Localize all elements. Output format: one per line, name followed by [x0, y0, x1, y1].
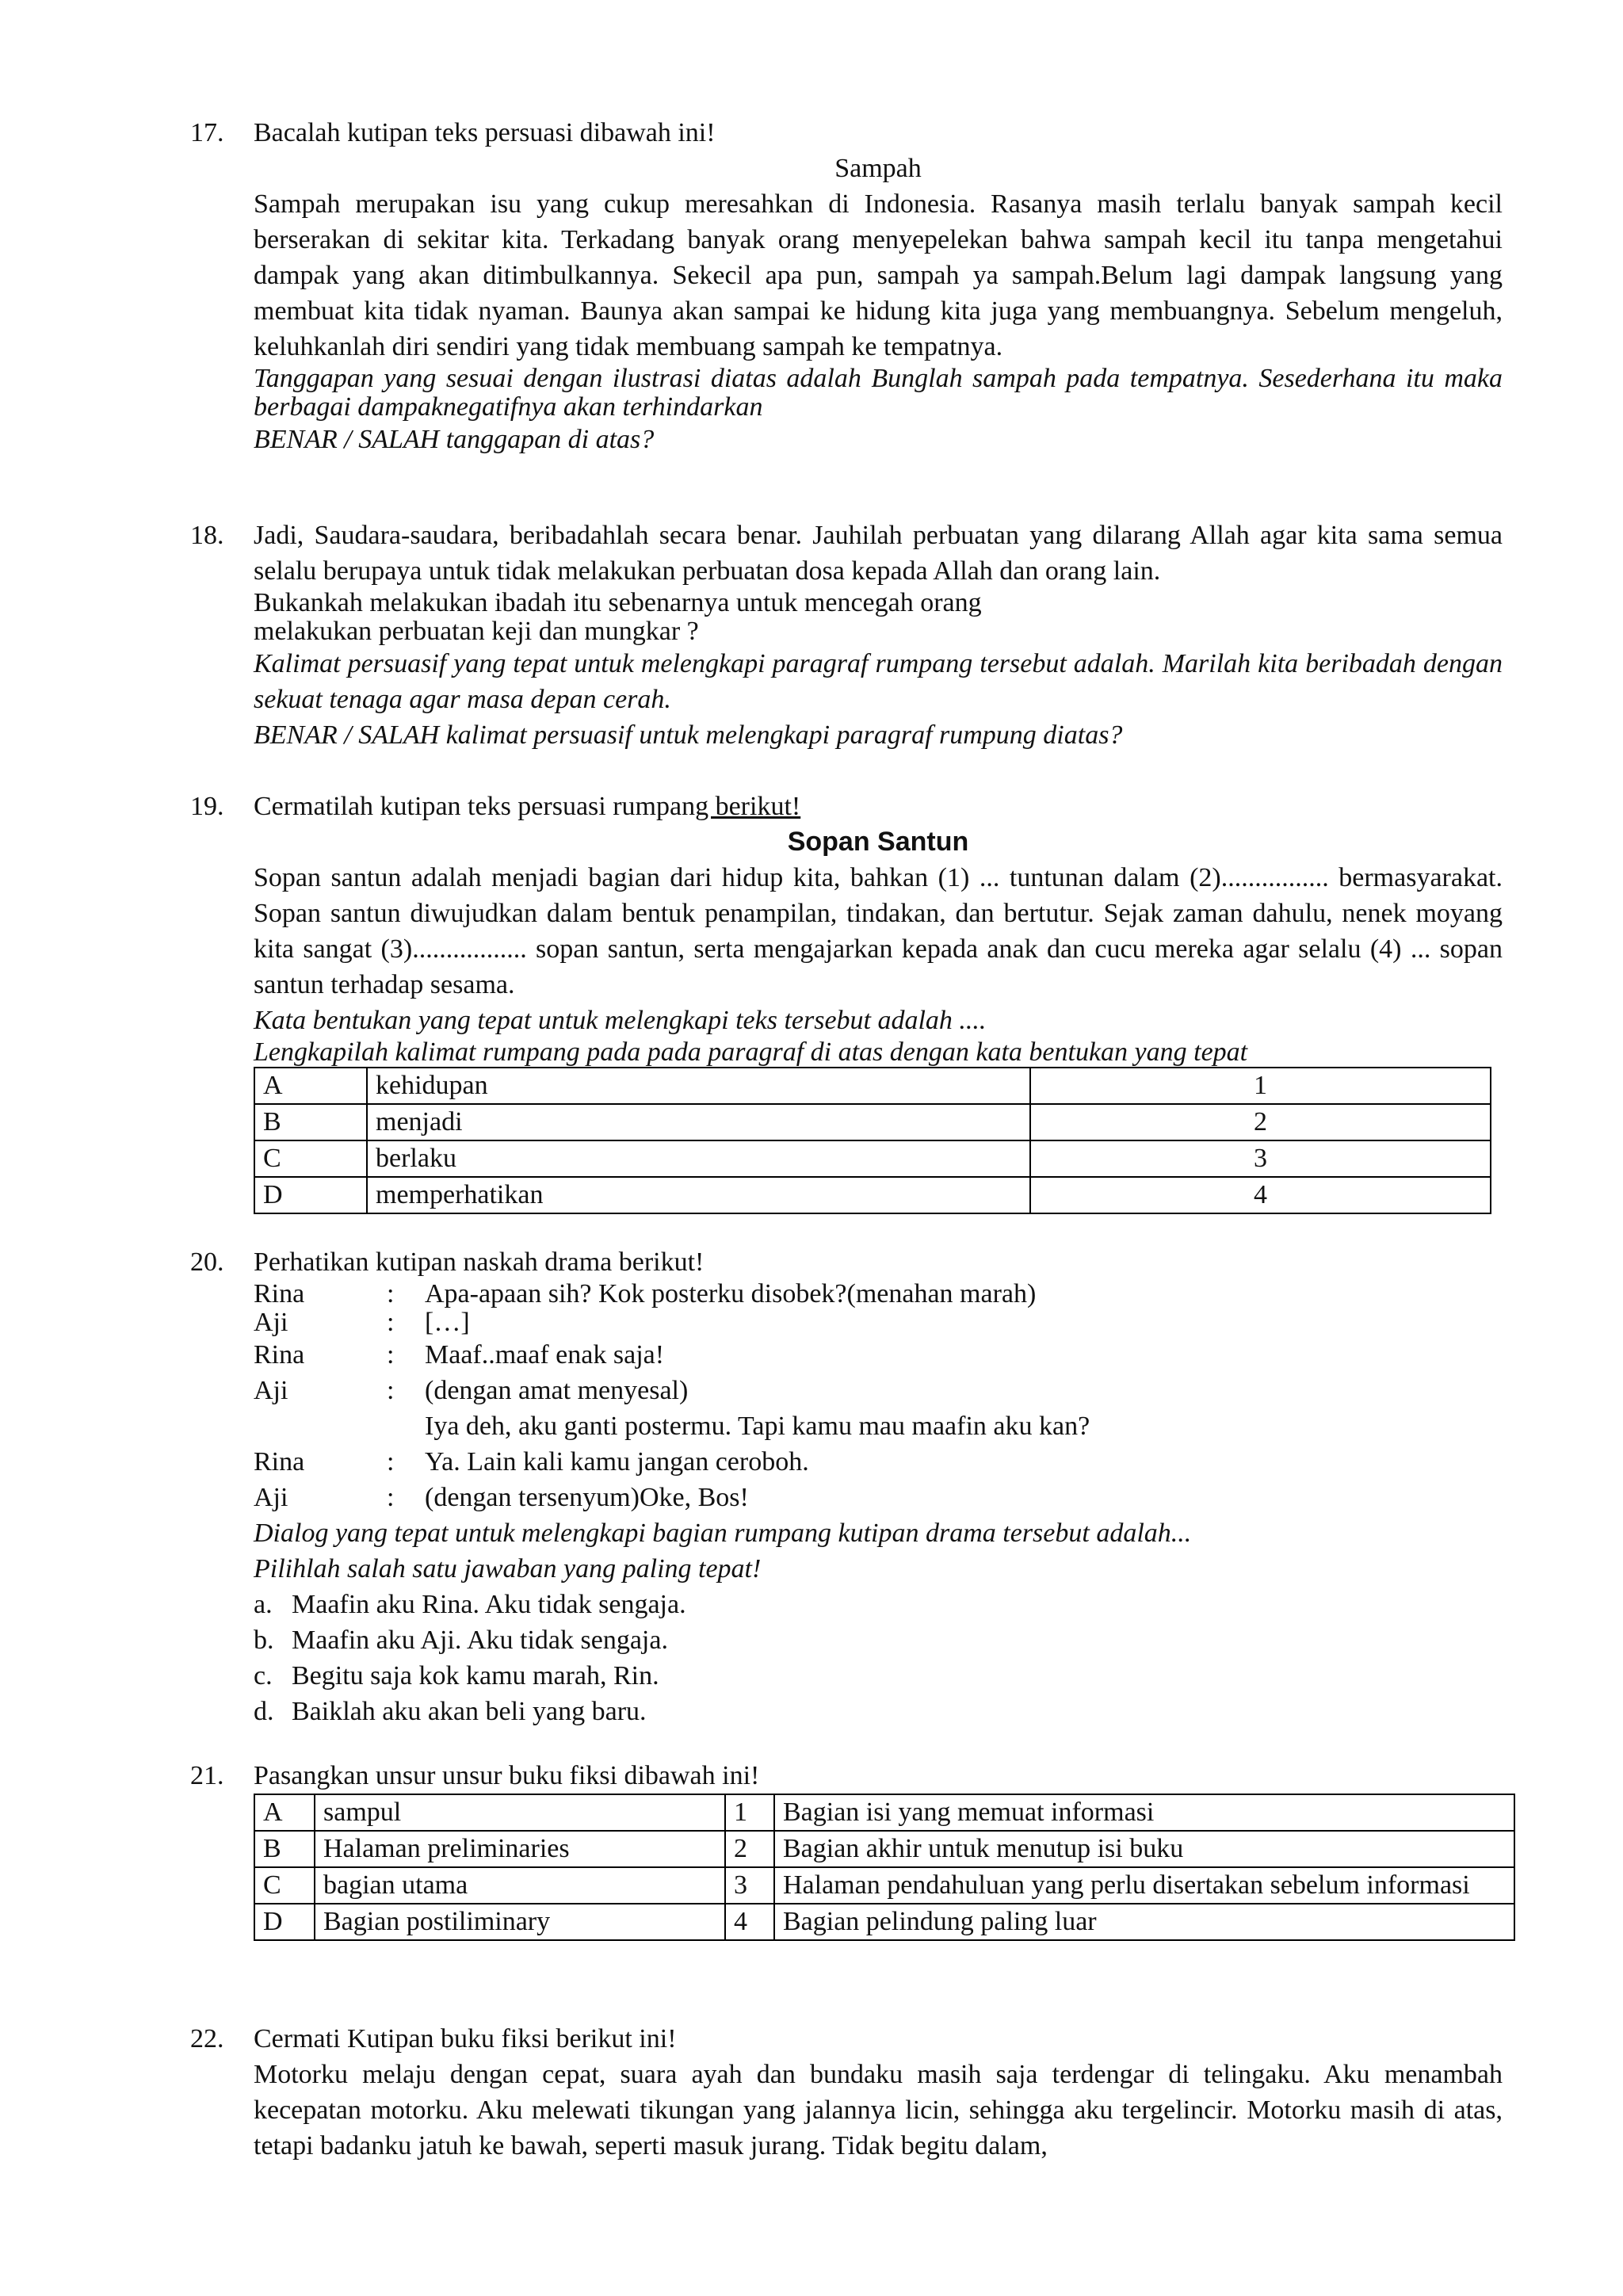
row-number: 3	[725, 1867, 774, 1904]
dialog-colon: :	[387, 1447, 395, 1477]
answer-option[interactable]	[254, 1658, 1503, 1694]
option-key: a.	[254, 1590, 273, 1619]
row-term: sampul	[315, 1794, 725, 1831]
row-description: Halaman pendahuluan yang perlu disertakan sebelum informasi	[774, 1867, 1514, 1904]
row-key: D	[254, 1904, 315, 1940]
dialog-text: (dengan amat menyesal)	[425, 1376, 689, 1405]
row-description: Bagian pelindung paling luar	[774, 1904, 1514, 1940]
row-word: memperhatikan	[367, 1177, 1030, 1213]
row-description: Bagian isi yang memuat informasi	[774, 1794, 1514, 1831]
intro-part-underlined: g berikut!	[695, 792, 801, 821]
true-false-question: BENAR / SALAH kalimat persuasif untuk melengkapi paragraf rumpung diatas?	[254, 720, 1123, 750]
row-key: C	[254, 1867, 315, 1904]
option-key: b.	[254, 1626, 274, 1655]
speaker-name: Rina	[254, 1447, 305, 1477]
dialog-text: Maaf..maaf enak saja!	[425, 1340, 665, 1370]
passage-paragraph: Jadi, Saudara-saudara, beribadahlah secara benar. Jauhilah perbuatan yang dilarang Allah agar kita sama semua selalu berupaya untuk tidak melakukan perbuatan dosa kepada Allah dan orang lain.	[254, 521, 1503, 586]
passage-paragraph: Motorku melaju dengan cepat, suara ayah dan bundaku masih saja terdengar di telingaku. Aku menambah kecepatan motorku. Aku melewati tikungan yang jalannya licin, sehingga aku tergelincir. Motorku masih di atas, tetapi badanku jatuh ke bawah, seperti masuk jurang. Tidak begitu dalam,	[254, 2060, 1503, 2160]
dialog-colon: :	[387, 1340, 395, 1370]
question-20	[190, 1244, 1503, 1729]
passage-line: Bukankah melakukan ibadah itu sebenarnya untuk mencegah orang	[254, 588, 982, 617]
question-number: 22.	[190, 2024, 224, 2053]
table-row	[254, 1068, 1491, 1104]
dialog-text: Iya deh, aku ganti postermu. Tapi kamu mau maafin aku kan?	[425, 1412, 1090, 1441]
answer-option[interactable]	[254, 1694, 1503, 1729]
dialog-colon: :	[387, 1279, 395, 1308]
dialog-line	[254, 1444, 1503, 1480]
dialog-text: Ya. Lain kali kamu jangan ceroboh.	[425, 1447, 809, 1477]
question-intro	[254, 789, 1503, 824]
passage-paragraph: Sampah merupakan isu yang cukup meresahkan di Indonesia. Rasanya masih terlalu banyak sampah kecil berserakan di sekitar kita. Terkadang banyak orang menyepelekan bahwa sampah kecil itu tanpa mengetahui dampak yang akan ditimbulkannya. Sekecil apa pun, sampah ya sampah.Belum lagi dampak langsung yang membuat kita tidak nyaman. Baunya akan sampai ke hidung kita juga yang membuangnya. Sebelum mengeluh, keluhkanlah diri sendiri yang tidak membuang sampah ke tempatnya.	[254, 189, 1503, 361]
dialog-text: (dengan tersenyum)Oke, Bos!	[425, 1483, 749, 1512]
question-19	[190, 789, 1503, 1214]
speaker-name: Aji	[254, 1308, 288, 1337]
dialog-line	[254, 1408, 1503, 1444]
table-row	[254, 1794, 1514, 1831]
question-number: 18.	[190, 521, 224, 550]
instruction: Dialog yang tepat untuk melengkapi bagian rumpang kutipan drama tersebut adalah...	[254, 1519, 1192, 1548]
question-22	[190, 2021, 1503, 2164]
word-table	[254, 1067, 1491, 1214]
question-intro: Perhatikan kutipan naskah drama berikut!	[254, 1247, 705, 1277]
answer-option[interactable]	[254, 1587, 1503, 1622]
row-key: A	[254, 1794, 315, 1831]
row-number: 4	[725, 1904, 774, 1940]
intro-part: Cermatilah kutipan teks persuasi rumpan	[254, 792, 696, 821]
response-statement: Tanggapan yang sesuai dengan ilustrasi diatas adalah Bunglah sampah pada tempatnya. Sesederhana itu maka berbagai dampaknegatifnya akan terhindarkan	[254, 364, 1503, 422]
speaker-name: Rina	[254, 1340, 305, 1370]
question-number: 20.	[190, 1247, 224, 1277]
dialog-line	[254, 1373, 1503, 1408]
table-row	[254, 1140, 1491, 1177]
row-number: 2	[725, 1831, 774, 1867]
row-word: berlaku	[367, 1140, 1030, 1177]
dialog-line	[254, 1308, 1503, 1337]
row-number: 1	[725, 1794, 774, 1831]
row-key: A	[254, 1068, 367, 1104]
instruction: Lengkapilah kalimat rumpang pada pada paragraf di atas dengan kata bentukan yang tepat	[254, 1037, 1248, 1067]
text-title: Sopan Santun	[787, 827, 969, 857]
drama-dialog	[254, 1280, 1503, 1515]
question-intro: Bacalah kutipan teks persuasi dibawah ini!	[254, 118, 716, 147]
dialog-text: […]	[425, 1308, 470, 1337]
instruction: Pilihlah salah satu jawaban yang paling tepat!	[254, 1554, 762, 1584]
row-term: bagian utama	[315, 1867, 725, 1904]
dialog-colon: :	[387, 1483, 395, 1512]
row-word: kehidupan	[367, 1068, 1030, 1104]
option-text: Maafin aku Rina. Aku tidak sengaja.	[292, 1590, 686, 1619]
question-18	[190, 518, 1503, 753]
question-number: 17.	[190, 118, 224, 147]
row-key: D	[254, 1177, 367, 1213]
question-intro: Pasangkan unsur unsur buku fiksi dibawah ini!	[254, 1761, 760, 1790]
passage-paragraph: Sopan santun adalah menjadi bagian dari hidup kita, bahkan (1) ... tuntunan dalam (2)................ bermasyarakat. Sopan santun diwujudkan dalam bentuk penampilan, tindakan, dan bertutur. Sejak zaman dahulu, nenek moyang kita sangat (3)................. sopan santun, serta mengajarkan kepada anak dan cucu mereka agar selalu (4) ... sopan santun terhadap sesama.	[254, 863, 1503, 999]
row-number: 3	[1030, 1140, 1491, 1177]
table-row	[254, 1867, 1514, 1904]
row-number: 1	[1030, 1068, 1491, 1104]
text-title: Sampah	[834, 154, 922, 183]
table-row	[254, 1904, 1514, 1940]
speaker-name: Aji	[254, 1483, 288, 1512]
option-text: Begitu saja kok kamu marah, Rin.	[292, 1661, 659, 1690]
dialog-colon: :	[387, 1308, 395, 1337]
row-term: Bagian postiliminary	[315, 1904, 725, 1940]
dialog-text: Apa-apaan sih? Kok posterku disobek?(menahan marah)	[425, 1279, 1037, 1308]
question-17	[190, 115, 1503, 457]
row-number: 4	[1030, 1177, 1491, 1213]
question-number: 21.	[190, 1761, 224, 1790]
option-key: c.	[254, 1661, 273, 1690]
question-number: 19.	[190, 792, 224, 821]
speaker-name: Aji	[254, 1376, 288, 1405]
dialog-line	[254, 1480, 1503, 1515]
true-false-question: BENAR / SALAH tanggapan di atas?	[254, 425, 655, 454]
row-key: B	[254, 1831, 315, 1867]
passage-line: melakukan perbuatan keji dan mungkar ?	[254, 617, 699, 646]
dialog-line	[254, 1280, 1503, 1308]
row-key: B	[254, 1104, 367, 1140]
dialog-colon: :	[387, 1376, 395, 1405]
question-intro: Cermati Kutipan buku fiksi berikut ini!	[254, 2024, 677, 2053]
option-key: d.	[254, 1697, 274, 1726]
speaker-name: Rina	[254, 1279, 305, 1308]
question-21	[190, 1758, 1503, 1941]
row-key: C	[254, 1140, 367, 1177]
row-word: menjadi	[367, 1104, 1030, 1140]
matching-table	[254, 1794, 1515, 1941]
instruction: Kata bentukan yang tepat untuk melengkapi teks tersebut adalah ....	[254, 1006, 987, 1035]
option-text: Baiklah aku akan beli yang baru.	[292, 1697, 647, 1726]
row-term: Halaman preliminaries	[315, 1831, 725, 1867]
row-description: Bagian akhir untuk menutup isi buku	[774, 1831, 1514, 1867]
table-row	[254, 1104, 1491, 1140]
table-row	[254, 1831, 1514, 1867]
table-row	[254, 1177, 1491, 1213]
dialog-line	[254, 1337, 1503, 1373]
persuasive-statement: Kalimat persuasif yang tepat untuk melengkapi paragraf rumpang tersebut adalah. Marilah kita beribadah dengan sekuat tenaga agar masa depan cerah.	[254, 649, 1503, 714]
option-text: Maafin aku Aji. Aku tidak sengaja.	[292, 1626, 668, 1655]
answer-option[interactable]	[254, 1622, 1503, 1658]
row-number: 2	[1030, 1104, 1491, 1140]
